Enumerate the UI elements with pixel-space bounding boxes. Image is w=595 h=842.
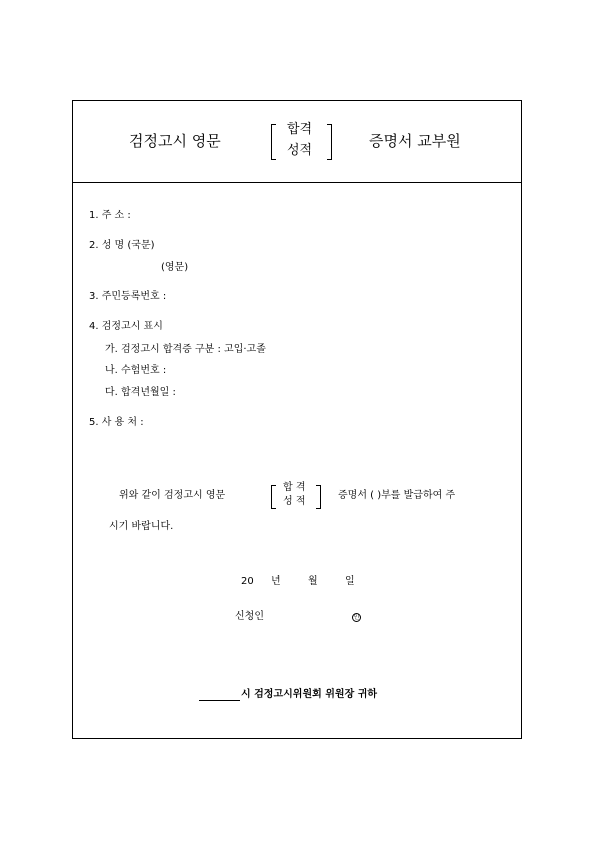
- exam-number: 나. 수험번호 :: [105, 365, 167, 376]
- rrn-label: 3. 주민등록번호 :: [89, 291, 167, 302]
- exam-label: 4. 검정고시 표시: [89, 321, 163, 332]
- application-form: [72, 100, 522, 739]
- bracket-left: [271, 124, 276, 160]
- addressee: 시 검정고시위원회 위원장 귀하: [241, 689, 378, 700]
- date-year-prefix: 20: [241, 576, 254, 587]
- name-label: 2. 성 명 (국문): [89, 240, 155, 251]
- form-header: [73, 101, 521, 183]
- request-text-post: 증명서 ( )부를 발급하여 주: [338, 490, 456, 501]
- request-bracket-right: [316, 485, 321, 509]
- bracket-right: [327, 124, 332, 160]
- date-month: 월: [308, 576, 318, 587]
- title-left: 검정고시 영문: [129, 132, 221, 150]
- city-blank-line: [199, 700, 240, 701]
- date-day: 일: [345, 576, 355, 587]
- option-grade: 성적: [287, 143, 313, 158]
- request-bracket-left: [271, 485, 276, 509]
- option-pass: 합격: [287, 122, 313, 137]
- request-option-pass: 합 격: [283, 482, 306, 493]
- name-english-label: (영문): [161, 262, 189, 273]
- title-right: 증명서 교부원: [369, 132, 461, 150]
- usage-label: 5. 사 용 처 :: [89, 417, 144, 428]
- request-text-pre: 위와 같이 검정고시 영문: [119, 490, 226, 501]
- request-text-line2: 시기 바랍니다.: [109, 521, 174, 532]
- seal-mark: 인: [353, 614, 360, 621]
- date-year: 년: [271, 576, 281, 587]
- address-label: 1. 주 소 :: [89, 210, 131, 221]
- pass-date: 다. 합격년월일 :: [105, 387, 176, 398]
- exam-type: 가. 검정고시 합격증 구분 : 고입·고졸: [105, 344, 266, 355]
- applicant-label: 신청인: [235, 611, 264, 622]
- request-option-grade: 성 적: [283, 496, 306, 507]
